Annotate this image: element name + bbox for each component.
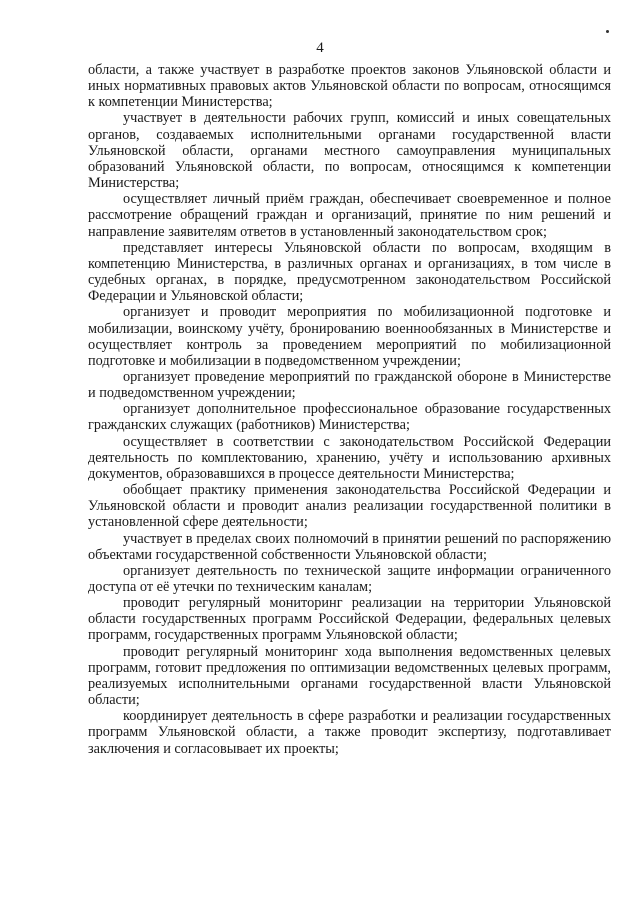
paragraph-programs-coordination: координирует деятельность в сфере разработки и реализации государственных программ Ульяновской области, а также проводит экспертизу, подготавливает заключения и согласовывает их проекты;	[88, 708, 611, 757]
paragraph-state-programs-monitoring: проводит регулярный мониторинг реализации на территории Ульяновской области государственных программ Российской Федерации, федеральных целевых программ, государственных программ Ульяновской области;	[88, 595, 611, 644]
paragraph-information-protection: организует деятельность по технической защите информации ограниченного доступа от её утечки по техническим каналам;	[88, 562, 611, 595]
document-body	[88, 62, 611, 757]
paragraph-departmental-programs-monitoring: проводит регулярный мониторинг хода выполнения ведомственных целевых программ, готовит предложения по оптимизации ведомственных целевых программ, реализуемых исполнительными органами государственной власти Ульяновской области;	[88, 643, 611, 709]
scan-dot-mark	[606, 30, 609, 33]
paragraph-legal-practice: обобщает практику применения законодательства Российской Федерации и Ульяновской области и проводит анализ реализации государственной политики в установленной сфере деятельности;	[88, 482, 611, 531]
paragraph-mobilization: организует и проводит мероприятия по мобилизационной подготовке и мобилизации, воинскому учёту, бронированию военнообязанных в Министерстве и осуществляет контроль за проведением мероприятий по мобилизационной подготовке и мобилизации в подведомственном учреждении;	[88, 304, 611, 369]
paragraph-archives: осуществляет в соответствии с законодательством Российской Федерации деятельность по комплектованию, хранению, учёту и использованию архивных документов, образовавшихся в процессе деятельности Министерства;	[88, 433, 611, 482]
paragraph-state-property: участвует в пределах своих полномочий в принятии решений по распоряжению объектами государственной собственности Ульяновской области;	[88, 530, 611, 563]
paragraph-continuation: области, а также участвует в разработке проектов законов Ульяновской области и иных нормативных правовых актов Ульяновской области по вопросам, относящимся к компетенции Министерства;	[88, 62, 611, 111]
paragraph-working-groups: участвует в деятельности рабочих групп, комиссий и иных совещательных органов, создаваемых исполнительными органами государственной власти Ульяновской области, органами местного самоуправления муниципальных образований Ульяновской области, по вопросам, относящимся к компетенции Министерства;	[88, 110, 611, 192]
paragraph-citizen-reception: осуществляет личный приём граждан, обеспечивает своевременное и полное рассмотрение обращений граждан и организаций, принятие по ним решений и направление заявителям ответов в установленный законодательством срок;	[88, 191, 611, 240]
paragraph-civil-defense: организует проведение мероприятий по гражданской обороне в Министерстве и подведомственном учреждении;	[88, 368, 611, 402]
paragraph-professional-education: организует дополнительное профессиональное образование государственных гражданских служащих (работников) Министерства;	[88, 401, 611, 434]
page-number: 4	[316, 40, 324, 56]
paragraph-representation: представляет интересы Ульяновской области по вопросам, входящим в компетенцию Министерства, в различных органах и организациях, в том числе в судебных органах, в порядке, предусмотренном законодательством Российской Федерации и Ульяновской области;	[88, 239, 611, 305]
